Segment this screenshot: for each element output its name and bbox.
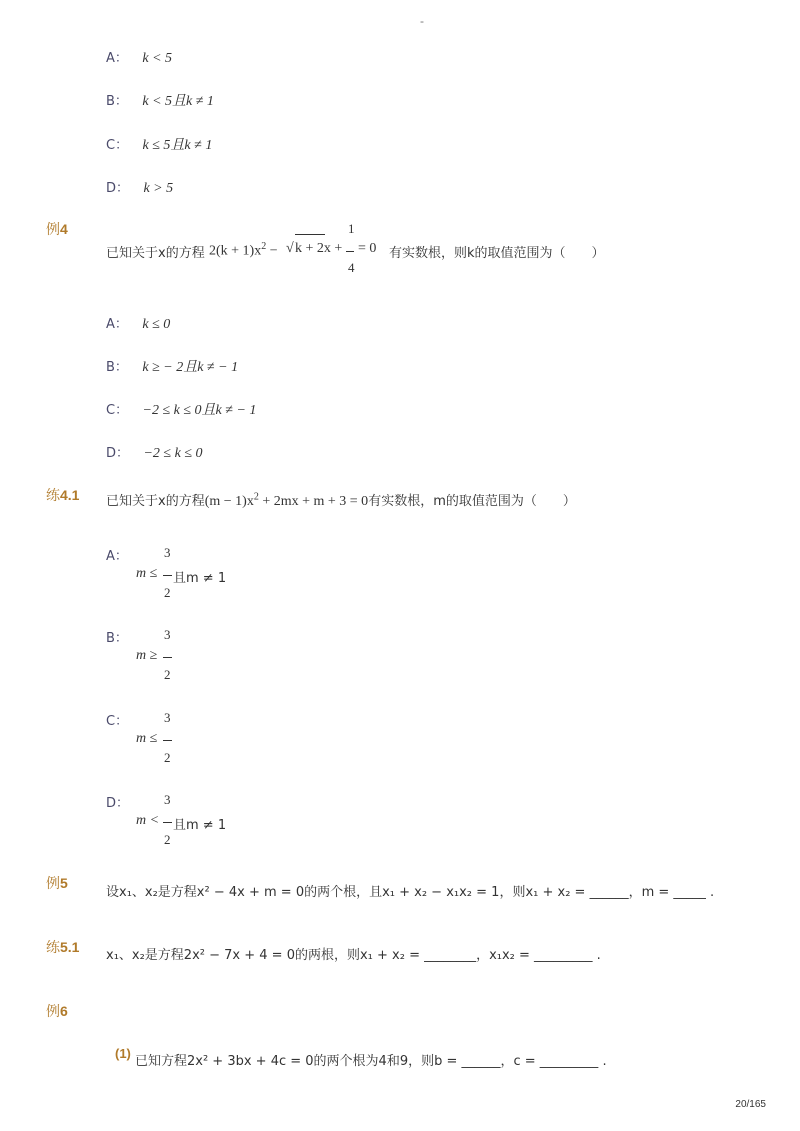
math-part: (m − 1)x xyxy=(204,494,254,509)
option-letter: D： xyxy=(106,181,130,196)
option-left: m < xyxy=(136,813,160,828)
tag-prefix: 例 xyxy=(46,1004,60,1020)
ex4-option-a xyxy=(106,313,170,333)
sqrt-content: k + 2x + xyxy=(295,241,343,256)
tag-number: 5 xyxy=(60,875,68,891)
q3-option-c xyxy=(106,134,212,154)
q3-option-b xyxy=(106,90,214,110)
practice-4-1-tag xyxy=(46,485,79,505)
option-letter: C： xyxy=(106,714,129,729)
page-number: 20/165 xyxy=(735,1099,766,1110)
option-expression: k ≥ − 2且k ≠ − 1 xyxy=(142,360,239,375)
option-expression: −2 ≤ k ≤ 0且k ≠ − 1 xyxy=(142,403,257,418)
option-expression: k ≤ 5且k ≠ 1 xyxy=(142,138,213,153)
tag-prefix: 练 xyxy=(46,488,60,504)
example-5-stem: 设x₁、x₂是方程x² − 4x + m = 0的两个根，且x₁ + x₂ − x₁x₂ = 1，则x₁ + x₂ = ______，m = _____ . xyxy=(106,885,715,900)
option-letter: C： xyxy=(106,403,129,418)
fraction-numerator: 3 xyxy=(164,792,171,807)
tag-prefix: 例 xyxy=(46,876,60,892)
option-letter: B： xyxy=(106,631,128,646)
sqrt-bar xyxy=(295,234,325,235)
stem-math xyxy=(209,241,278,260)
tag-prefix: 例 xyxy=(46,222,60,238)
ex4-option-b xyxy=(106,356,238,376)
option-expression: k < 5 xyxy=(142,51,173,66)
page-top-mark: - xyxy=(420,14,424,28)
q3-option-a xyxy=(106,47,172,67)
option-letter: A： xyxy=(106,549,128,564)
stem-text-after: 有实数根，m的取值范围为（ ） xyxy=(368,494,576,509)
option-letter: B： xyxy=(106,360,128,375)
example-5-tag xyxy=(46,873,68,893)
pr41-option-a xyxy=(106,545,306,605)
ex4-option-c xyxy=(106,399,256,419)
example-6-stem: 已知方程2x² + 3bx + 4c = 0的两个根为4和9，则b = ______，c = _________ . xyxy=(135,1054,607,1069)
stem-math-end: = 0 xyxy=(358,241,377,256)
fraction-bar xyxy=(163,822,172,823)
fraction-denominator: 2 xyxy=(164,585,171,600)
practice-5-1-stem: x₁、x₂是方程2x² − 7x + 4 = 0的两根，则x₁ + x₂ = ________，x₁x₂ = _________ . xyxy=(106,948,601,963)
tag-number: 4 xyxy=(60,221,68,237)
tag-number: 4.1 xyxy=(60,487,80,503)
option-letter: D： xyxy=(106,446,130,461)
option-letter: D： xyxy=(106,796,130,811)
fraction-bar xyxy=(163,740,172,741)
fraction-denominator: 2 xyxy=(164,667,171,682)
subquestion-label: (1) xyxy=(115,1046,131,1061)
math-sup: 2 xyxy=(253,491,259,503)
pr41-option-c xyxy=(106,710,306,770)
practice-4-1-stem xyxy=(106,490,576,510)
pr41-option-d xyxy=(106,792,306,852)
math-sup: 2 xyxy=(261,241,267,252)
tag-number: 6 xyxy=(60,1003,68,1019)
stem-text-after: 有实数根，则k的取值范围为（ ） xyxy=(389,246,605,261)
option-letter: A： xyxy=(106,317,128,332)
fraction-bar xyxy=(163,657,172,658)
option-expression: k < 5且k ≠ 1 xyxy=(142,94,214,109)
example-4-stem xyxy=(106,220,666,280)
fraction-denominator: 2 xyxy=(164,832,171,847)
fraction-denominator: 2 xyxy=(164,750,171,765)
example-6-tag xyxy=(46,1001,68,1021)
option-left: m ≤ xyxy=(136,731,158,746)
fraction-denominator: 4 xyxy=(348,260,355,275)
fraction-numerator: 1 xyxy=(348,221,355,236)
option-letter: C： xyxy=(106,138,129,153)
stem-text-before: 已知关于x的方程 xyxy=(106,246,205,261)
option-right: 且m ≠ 1 xyxy=(173,571,227,586)
stem-text-before: 已知关于x的方程 xyxy=(106,494,205,509)
tag-number: 5.1 xyxy=(60,939,80,955)
option-right: 且m ≠ 1 xyxy=(173,818,227,833)
fraction-bar xyxy=(346,251,354,252)
math-part: + 2mx + m + 3 = 0 xyxy=(258,494,369,509)
sqrt-sign: √ xyxy=(286,241,294,256)
option-expression: −2 ≤ k ≤ 0 xyxy=(143,446,203,461)
math-part: − xyxy=(266,243,278,259)
practice-5-1-tag xyxy=(46,937,79,957)
option-expression: k > 5 xyxy=(143,181,174,196)
fraction-numerator: 3 xyxy=(164,710,171,725)
math-part: 2(k + 1)x xyxy=(209,243,262,259)
option-left: m ≤ xyxy=(136,566,158,581)
tag-prefix: 练 xyxy=(46,940,60,956)
q3-option-d xyxy=(106,177,173,197)
pr41-option-b xyxy=(106,627,306,687)
option-left: m ≥ xyxy=(136,648,158,663)
fraction-numerator: 3 xyxy=(164,627,171,642)
ex4-option-d xyxy=(106,442,203,462)
stem-math xyxy=(204,491,369,509)
option-expression: k ≤ 0 xyxy=(142,317,171,332)
option-letter: B： xyxy=(106,94,128,109)
fraction-numerator: 3 xyxy=(164,545,171,560)
option-letter: A： xyxy=(106,51,128,66)
example-4-tag xyxy=(46,219,68,239)
fraction-bar xyxy=(163,575,172,576)
